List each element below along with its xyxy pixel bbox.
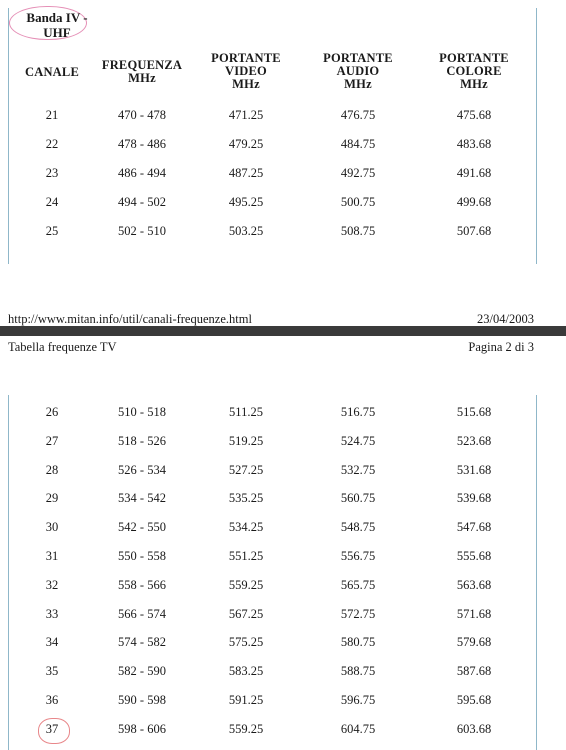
table-cell: 487.25 [228, 166, 264, 180]
column-header [7, 66, 97, 79]
table-cell: 519.25 [228, 433, 264, 448]
table-cell: 603.68 [456, 721, 492, 736]
table-cell: 566 - 574 [118, 606, 166, 621]
table-cell: 24 [45, 195, 59, 209]
column-header-line: CANALE [25, 65, 79, 79]
table-cell: 479.25 [228, 137, 264, 151]
table-cell: 587.68 [456, 664, 492, 679]
table-cell: 471.25 [228, 108, 264, 122]
table-cell: 582 - 590 [118, 664, 166, 679]
table-right-border [536, 8, 537, 264]
table-cell: 23 [45, 166, 59, 180]
column-header-line: MHz [232, 77, 260, 91]
table-cell: 555.68 [456, 549, 492, 563]
table-cell: 518 - 526 [118, 433, 166, 448]
table-cell: 492.75 [340, 166, 376, 180]
page-divider [0, 326, 566, 336]
column-header-line: PORTANTE [323, 51, 393, 65]
table-cell: 25 [45, 224, 59, 238]
table-cell: 556.75 [340, 549, 376, 563]
table-cell: 30 [45, 520, 59, 535]
column-header-line: MHz [460, 77, 488, 91]
table-cell: 527.25 [228, 462, 264, 477]
table-cell: 532.75 [340, 462, 376, 477]
table-cell: 494 - 502 [118, 195, 166, 209]
table-cell: 478 - 486 [118, 137, 166, 151]
band-title: Banda IV - UHF [26, 10, 88, 40]
column-header-line: VIDEO [225, 64, 267, 78]
table-cell: 590 - 598 [118, 693, 166, 707]
table-cell: 495.25 [228, 195, 264, 209]
table-cell: 580.75 [340, 635, 376, 650]
footer-date: 23/04/2003 [477, 312, 534, 326]
table-cell: 491.68 [456, 166, 492, 180]
column-header-line: COLORE [446, 64, 502, 78]
table-cell: 28 [45, 462, 59, 477]
table-cell: 508.75 [340, 224, 376, 238]
table-cell: 500.75 [340, 195, 376, 209]
table-cell: 21 [45, 108, 59, 122]
table-cell: 565.75 [340, 577, 376, 592]
column-header [429, 52, 519, 91]
table-cell: 591.25 [228, 693, 264, 707]
table-cell: 572.75 [340, 606, 376, 621]
table-cell: 596.75 [340, 693, 376, 707]
table-cell: 548.75 [340, 520, 376, 535]
table-cell: 526 - 534 [118, 462, 166, 477]
table-cell: 503.25 [228, 224, 264, 238]
table-cell: 511.25 [229, 405, 263, 419]
table-cell: 534.25 [228, 520, 264, 535]
column-header [313, 52, 403, 91]
column-header [97, 59, 187, 85]
column-header-line: AUDIO [336, 64, 380, 78]
column-header [201, 52, 291, 91]
table-cell: 542 - 550 [118, 520, 166, 535]
table-cell: 547.68 [456, 520, 492, 535]
table2-right-border [536, 395, 537, 750]
table-cell: 563.68 [456, 577, 492, 592]
table-cell: 35 [45, 664, 59, 679]
table-cell: 531.68 [456, 462, 492, 477]
table-cell: 559.25 [228, 577, 264, 592]
table-cell: 550 - 558 [118, 549, 166, 563]
table-cell: 31 [45, 549, 59, 563]
table-cell: 32 [45, 577, 59, 592]
table-cell: 558 - 566 [118, 577, 166, 592]
table-cell: 483.68 [456, 137, 492, 151]
table-cell: 486 - 494 [118, 166, 166, 180]
table-cell: 22 [45, 137, 59, 151]
table-cell: 499.68 [456, 195, 492, 209]
table-cell: 34 [45, 635, 59, 650]
page-header-title: Tabella frequenze TV [8, 340, 117, 354]
table-cell: 567.25 [228, 606, 264, 621]
table-cell: 598 - 606 [118, 721, 166, 736]
table-cell: 510 - 518 [118, 405, 166, 419]
table-cell: 475.68 [456, 108, 492, 122]
table-cell: 516.75 [340, 405, 376, 419]
footer-url: http://www.mitan.info/util/canali-frequenze.html [8, 312, 252, 326]
column-header-line: PORTANTE [211, 51, 281, 65]
table-cell: 470 - 478 [118, 108, 166, 122]
table-cell: 588.75 [340, 664, 376, 679]
table-cell: 595.68 [456, 693, 492, 707]
table-cell: 523.68 [456, 433, 492, 448]
table-cell: 534 - 542 [118, 491, 166, 506]
page-number: Pagina 2 di 3 [468, 340, 534, 354]
table-cell: 33 [45, 606, 59, 621]
column-header-line: PORTANTE [439, 51, 509, 65]
table-cell: 36 [45, 693, 59, 707]
table-cell: 559.25 [228, 721, 264, 736]
column-header-line: MHz [344, 77, 372, 91]
table-cell: 604.75 [340, 721, 376, 736]
table-cell: 26 [45, 405, 59, 419]
channel-37-highlight-circle [38, 718, 70, 744]
table-cell: 507.68 [456, 224, 492, 238]
table-cell: 583.25 [228, 664, 264, 679]
table-cell: 579.68 [456, 635, 492, 650]
table-cell: 535.25 [228, 491, 264, 506]
table-cell: 502 - 510 [118, 224, 166, 238]
table-cell: 515.68 [456, 405, 492, 419]
table-cell: 484.75 [340, 137, 376, 151]
column-header-line: MHz [128, 71, 156, 85]
column-header-line: FREQUENZA [101, 58, 183, 72]
table-cell: 539.68 [456, 491, 492, 506]
table-cell: 571.68 [456, 606, 492, 621]
table-cell: 551.25 [228, 549, 264, 563]
table-cell: 37 [45, 721, 59, 736]
table-cell: 574 - 582 [118, 635, 166, 650]
table-cell: 27 [45, 433, 59, 448]
table-cell: 476.75 [340, 108, 376, 122]
table-cell: 29 [45, 491, 59, 506]
table-cell: 575.25 [228, 635, 264, 650]
table-cell: 560.75 [340, 491, 376, 506]
table-cell: 524.75 [340, 433, 376, 448]
